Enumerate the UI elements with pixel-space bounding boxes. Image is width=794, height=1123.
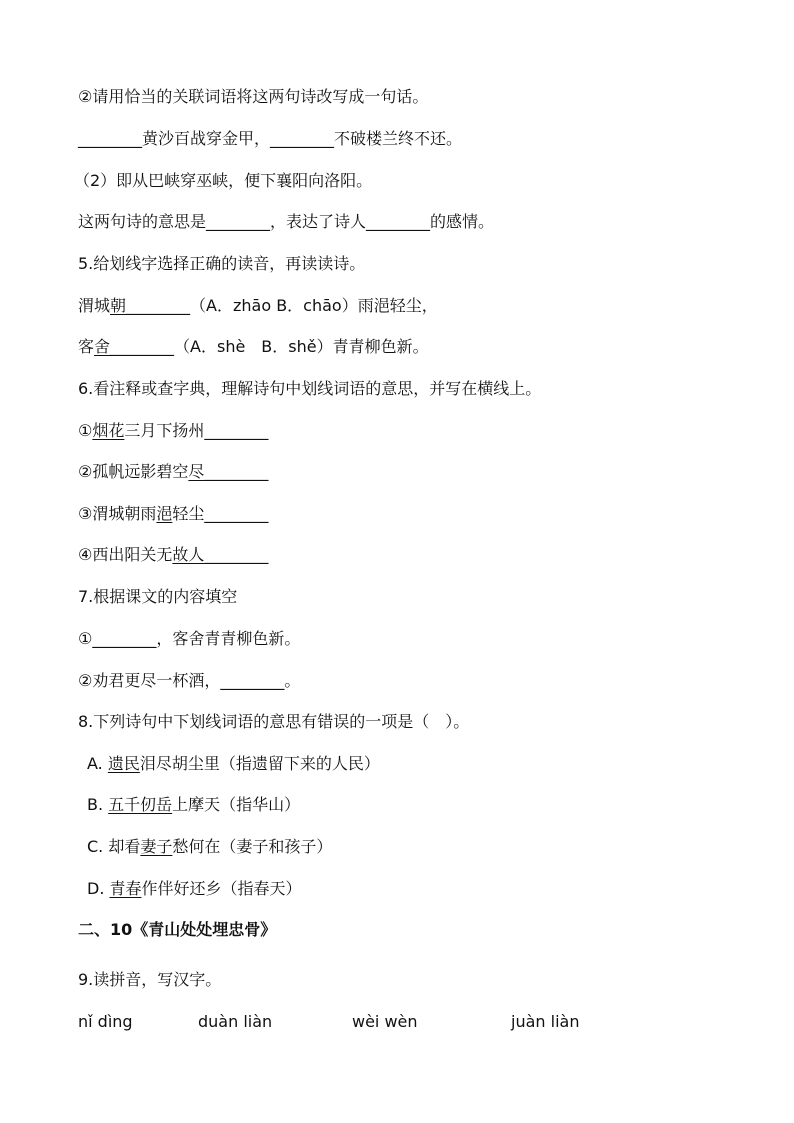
blank[interactable]: ________ [270,129,335,148]
q7-item-1: ①________，客舍青青柳色新。 [78,629,301,648]
q8-option-d[interactable]: D. 青春作伴好还乡（指春天） [87,879,302,898]
q4-part2-prompt: ②请用恰当的关联词语将这两句诗改写成一句话。 [78,87,429,106]
blank[interactable]: ________ [204,421,269,440]
blank[interactable]: ________ [110,337,175,356]
q7-title: 7.根据课文的内容填空 [78,587,238,606]
q8-option-a[interactable]: A. 遗民泪尽胡尘里（指遗留下来的人民） [87,754,380,773]
pinyin-item: wèi wèn [352,1012,418,1031]
pinyin-item: duàn liàn [198,1012,273,1031]
blank[interactable]: ________ [92,629,157,648]
q6-item-3: ③渭城朝雨浥轻尘________ [78,504,269,523]
q8-option-c[interactable]: C. 却看妻子愁何在（妻子和孩子） [87,837,333,856]
blank[interactable]: ________ [366,212,431,231]
pinyin-item: juàn liàn [511,1012,580,1031]
q5-line-a: 渭城朝________（A．zhāo B．chāo）雨浥轻尘， [78,296,438,315]
pinyin-item: nǐ dìng [78,1012,133,1031]
q9-title: 9.读拼音，写汉字。 [78,970,222,989]
blank[interactable]: ________ [204,545,269,564]
blank[interactable]: ________ [204,462,269,481]
section-2-heading: 二、10《青山处处埋忠骨》 [78,920,277,939]
blank[interactable]: ________ [126,296,191,315]
q4-sub2-fill-line: 这两句诗的意思是________，表达了诗人________的感情。 [78,212,495,231]
blank[interactable]: ________ [78,129,142,148]
blank[interactable]: ________ [220,671,285,690]
q5-line-b: 客舍________（A．shè B．shě）青青柳色新。 [78,337,429,356]
q6-title: 6.看注释或查字典，理解诗句中划线词语的意思，并写在横线上。 [78,379,542,398]
q8-option-b[interactable]: B. 五千仞岳上摩天（指华山） [87,795,301,814]
q6-item-2: ②孤帆远影碧空尽________ [78,462,269,481]
q5-title: 5.给划线字选择正确的读音，再读读诗。 [78,254,366,273]
q6-item-4: ④西出阳关无故人________ [78,545,269,564]
q7-item-2: ②劝君更尽一杯酒，________。 [78,671,301,690]
q4-sub2-title: （2）即从巴峡穿巫峡，便下襄阳向洛阳。 [74,171,373,190]
q4-part2-fill-line: ________黄沙百战穿金甲，________不破楼兰终不还。 [78,129,463,148]
blank[interactable]: ________ [204,504,269,523]
q6-item-1: ①烟花三月下扬州________ [78,421,269,440]
q8-title: 8.下列诗句中下划线词语的意思有错误的一项是（ ）。 [78,712,470,731]
blank[interactable]: ________ [206,212,271,231]
